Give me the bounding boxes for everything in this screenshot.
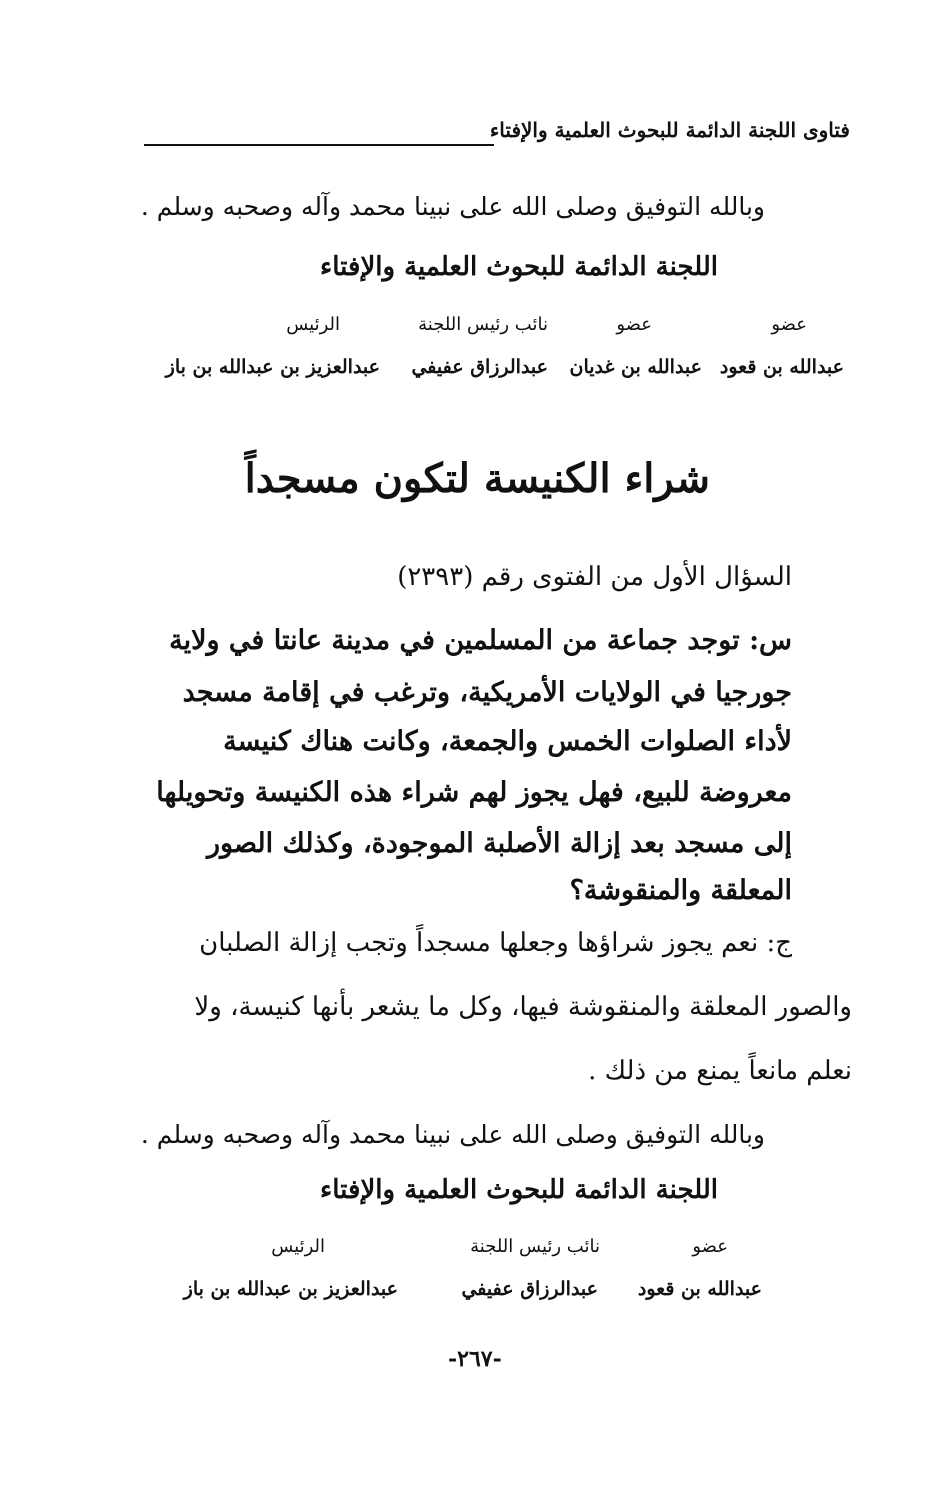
committee-name: اللجنة الدائمة للبحوث العلمية والإفتاء: [320, 252, 718, 282]
signatory-role: الرئيس: [286, 314, 340, 335]
signatory-name: عبدالرزاق عفيفي: [461, 1278, 598, 1300]
signatory-role: عضو: [771, 314, 807, 335]
fatwa-heading: شراء الكنيسة لتكون مسجداً: [244, 455, 710, 502]
question-line: إلى مسجد بعد إزالة الأصلبة الموجودة، وكذلك الصور: [206, 828, 792, 859]
answer-line: ج: نعم يجوز شراؤها وجعلها مسجداً وتجب إزالة الصلبان: [199, 928, 792, 958]
header-rule: [144, 144, 494, 146]
page-number: -٢٦٧-: [448, 1346, 502, 1372]
signatory-name: عبدالله بن غديان: [569, 356, 702, 378]
closing-line: وبالله التوفيق وصلى الله على نبينا محمد وآله وصحبه وسلم .: [140, 1120, 765, 1149]
question-reference: السؤال الأول من الفتوى رقم (٢٣٩٣): [397, 562, 792, 592]
closing-line: وبالله التوفيق وصلى الله على نبينا محمد وآله وصحبه وسلم .: [140, 192, 765, 221]
signatory-role: نائب رئيس اللجنة: [470, 1236, 600, 1257]
signatory-name: عبدالله بن قعود: [719, 356, 844, 378]
signatory-role: عضو: [616, 314, 652, 335]
answer-line: نعلم مانعاً يمنع من ذلك .: [588, 1056, 852, 1086]
signatory-name: عبدالرزاق عفيفي: [411, 356, 548, 378]
question-line: س: توجد جماعة من المسلمين في مدينة عانتا في ولاية: [169, 625, 792, 656]
question-line: المعلقة والمنقوشة؟: [569, 875, 792, 906]
signatory-role: الرئيس: [271, 1236, 325, 1257]
signatory-role: نائب رئيس اللجنة: [418, 314, 548, 335]
running-header: فتاوى اللجنة الدائمة للبحوث العلمية والإفتاء: [489, 118, 850, 142]
question-line: لأداء الصلوات الخمس والجمعة، وكانت هناك كنيسة: [223, 726, 792, 757]
question-line: جورجيا في الولايات الأمريكية، وترغب في إقامة مسجد: [182, 677, 792, 708]
signatory-name: عبدالعزيز بن عبدالله بن باز: [183, 1278, 398, 1300]
signatory-role: عضو: [692, 1236, 728, 1257]
committee-name: اللجنة الدائمة للبحوث العلمية والإفتاء: [320, 1175, 718, 1205]
question-line: معروضة للبيع، فهل يجوز لهم شراء هذه الكنيسة وتحويلها: [156, 777, 792, 808]
answer-line: والصور المعلقة والمنقوشة فيها، وكل ما يشعر بأنها كنيسة، ولا: [194, 992, 852, 1022]
signatory-name: عبدالله بن قعود: [637, 1278, 762, 1300]
signatory-name: عبدالعزيز بن عبدالله بن باز: [165, 356, 380, 378]
